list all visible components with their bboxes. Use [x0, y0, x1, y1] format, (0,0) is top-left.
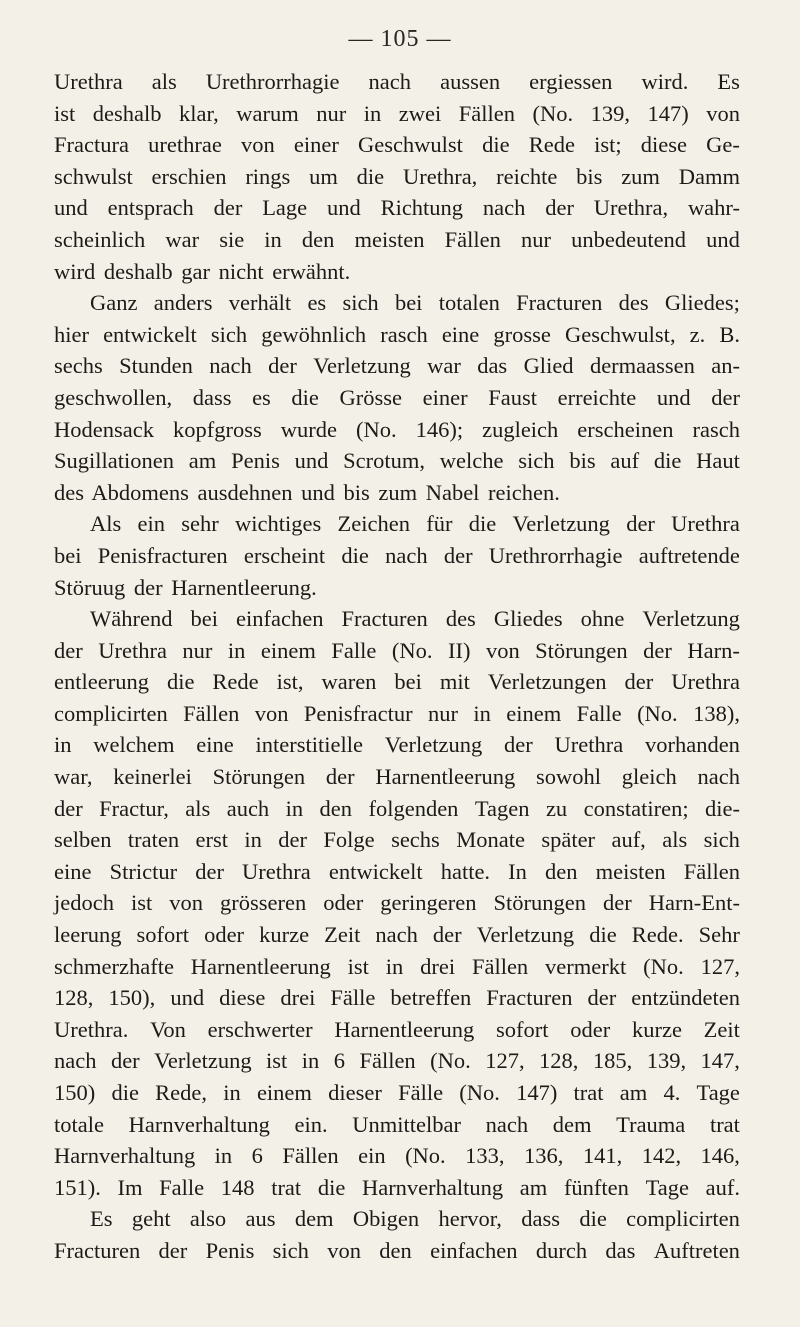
text-line: Hodensack kopfgross wurde (No. 146); zugleich erscheinen rasch [54, 416, 740, 442]
text-line: leerung sofort oder kurze Zeit nach der Verletzung die Rede. Sehr [54, 922, 740, 948]
text-line: der Urethra nur in einem Falle (No. II) von Störungen der Harn- [54, 637, 740, 663]
text-line: hier entwickelt sich gewöhnlich rasch eine grosse Geschwulst, z. B. [54, 321, 740, 347]
text-line: Als ein sehr wichtiges Zeichen für die Verletzung der Urethra [90, 511, 740, 537]
text-line: Sugillationen am Penis und Scrotum, welche sich bis auf die Haut [54, 448, 740, 474]
text-line: nach der Verletzung ist in 6 Fällen (No. 127, 128, 185, 139, 147, [54, 1048, 740, 1074]
text-line: jedoch ist von grösseren oder geringeren Störungen der Harn-Ent- [54, 890, 740, 916]
text-line: sechs Stunden nach der Verletzung war das Glied dermaassen an- [54, 353, 740, 379]
text-line: bei Penisfracturen erscheint die nach der Urethrorrhagie auftretende [54, 542, 740, 568]
text-line: und entsprach der Lage und Richtung nach der Urethra, wahr- [54, 195, 740, 221]
text-line: Fracturen der Penis sich von den einfachen durch das Auftreten [54, 1237, 740, 1263]
text-line: des Abdomens ausdehnen und bis zum Nabel reichen. [54, 479, 560, 505]
text-line: in welchem eine interstitielle Verletzung der Urethra vorhanden [54, 732, 740, 758]
text-line: scheinlich war sie in den meisten Fällen nur unbedeutend und [54, 226, 740, 252]
text-line: totale Harnverhaltung ein. Unmittelbar nach dem Trauma trat [54, 1111, 740, 1137]
text-line: entleerung die Rede ist, waren bei mit Verletzungen der Urethra [54, 669, 740, 695]
text-line: der Fractur, als auch in den folgenden Tagen zu constatiren; die- [54, 795, 740, 821]
text-line: Harnverhaltung in 6 Fällen ein (No. 133, 136, 141, 142, 146, [54, 1143, 740, 1169]
text-line: 128, 150), und diese drei Fälle betreffen Fracturen der entzündeten [54, 985, 740, 1011]
text-line: schmerzhafte Harnentleerung ist in drei Fällen vermerkt (No. 127, [54, 953, 740, 979]
text-line: Es geht also aus dem Obigen hervor, dass die complicirten [90, 1206, 740, 1232]
text-line: war, keinerlei Störungen der Harnentleerung sowohl gleich nach [54, 764, 740, 790]
text-line: 151). Im Falle 148 trat die Harnverhaltung am fünften Tage auf. [54, 1174, 740, 1200]
text-line: 150) die Rede, in einem dieser Fälle (No. 147) trat am 4. Tage [54, 1080, 740, 1105]
text-line: Urethra. Von erschwerter Harnentleerung sofort oder kurze Zeit [54, 1016, 740, 1042]
body-text [54, 66, 740, 1267]
text-line: Fractura urethrae von einer Geschwulst die Rede ist; diese Ge- [54, 132, 740, 158]
text-line: ist deshalb klar, warum nur in zwei Fällen (No. 139, 147) von [54, 100, 740, 126]
text-line: geschwollen, dass es die Grösse einer Faust erreichte und der [54, 384, 740, 410]
text-line: complicirten Fällen von Penisfractur nur in einem Falle (No. 138), [54, 700, 740, 726]
text-line: Während bei einfachen Fracturen des Gliedes ohne Verletzung [90, 606, 740, 632]
text-line: Ganz anders verhält es sich bei totalen Fracturen des Gliedes; [90, 290, 740, 316]
text-line: Urethra als Urethrorrhagie nach aussen ergiessen wird. Es [54, 69, 740, 94]
page-number: — 105 — [348, 26, 452, 52]
text-line: eine Strictur der Urethra entwickelt hatte. In den meisten Fällen [54, 858, 740, 884]
text-line: Störuug der Harnentleerung. [54, 574, 317, 600]
text-line: wird deshalb gar nicht erwähnt. [54, 258, 351, 284]
text-line: selben traten erst in der Folge sechs Monate später auf, als sich [54, 827, 740, 853]
text-line: schwulst erschien rings um die Urethra, reichte bis zum Damm [54, 163, 740, 189]
